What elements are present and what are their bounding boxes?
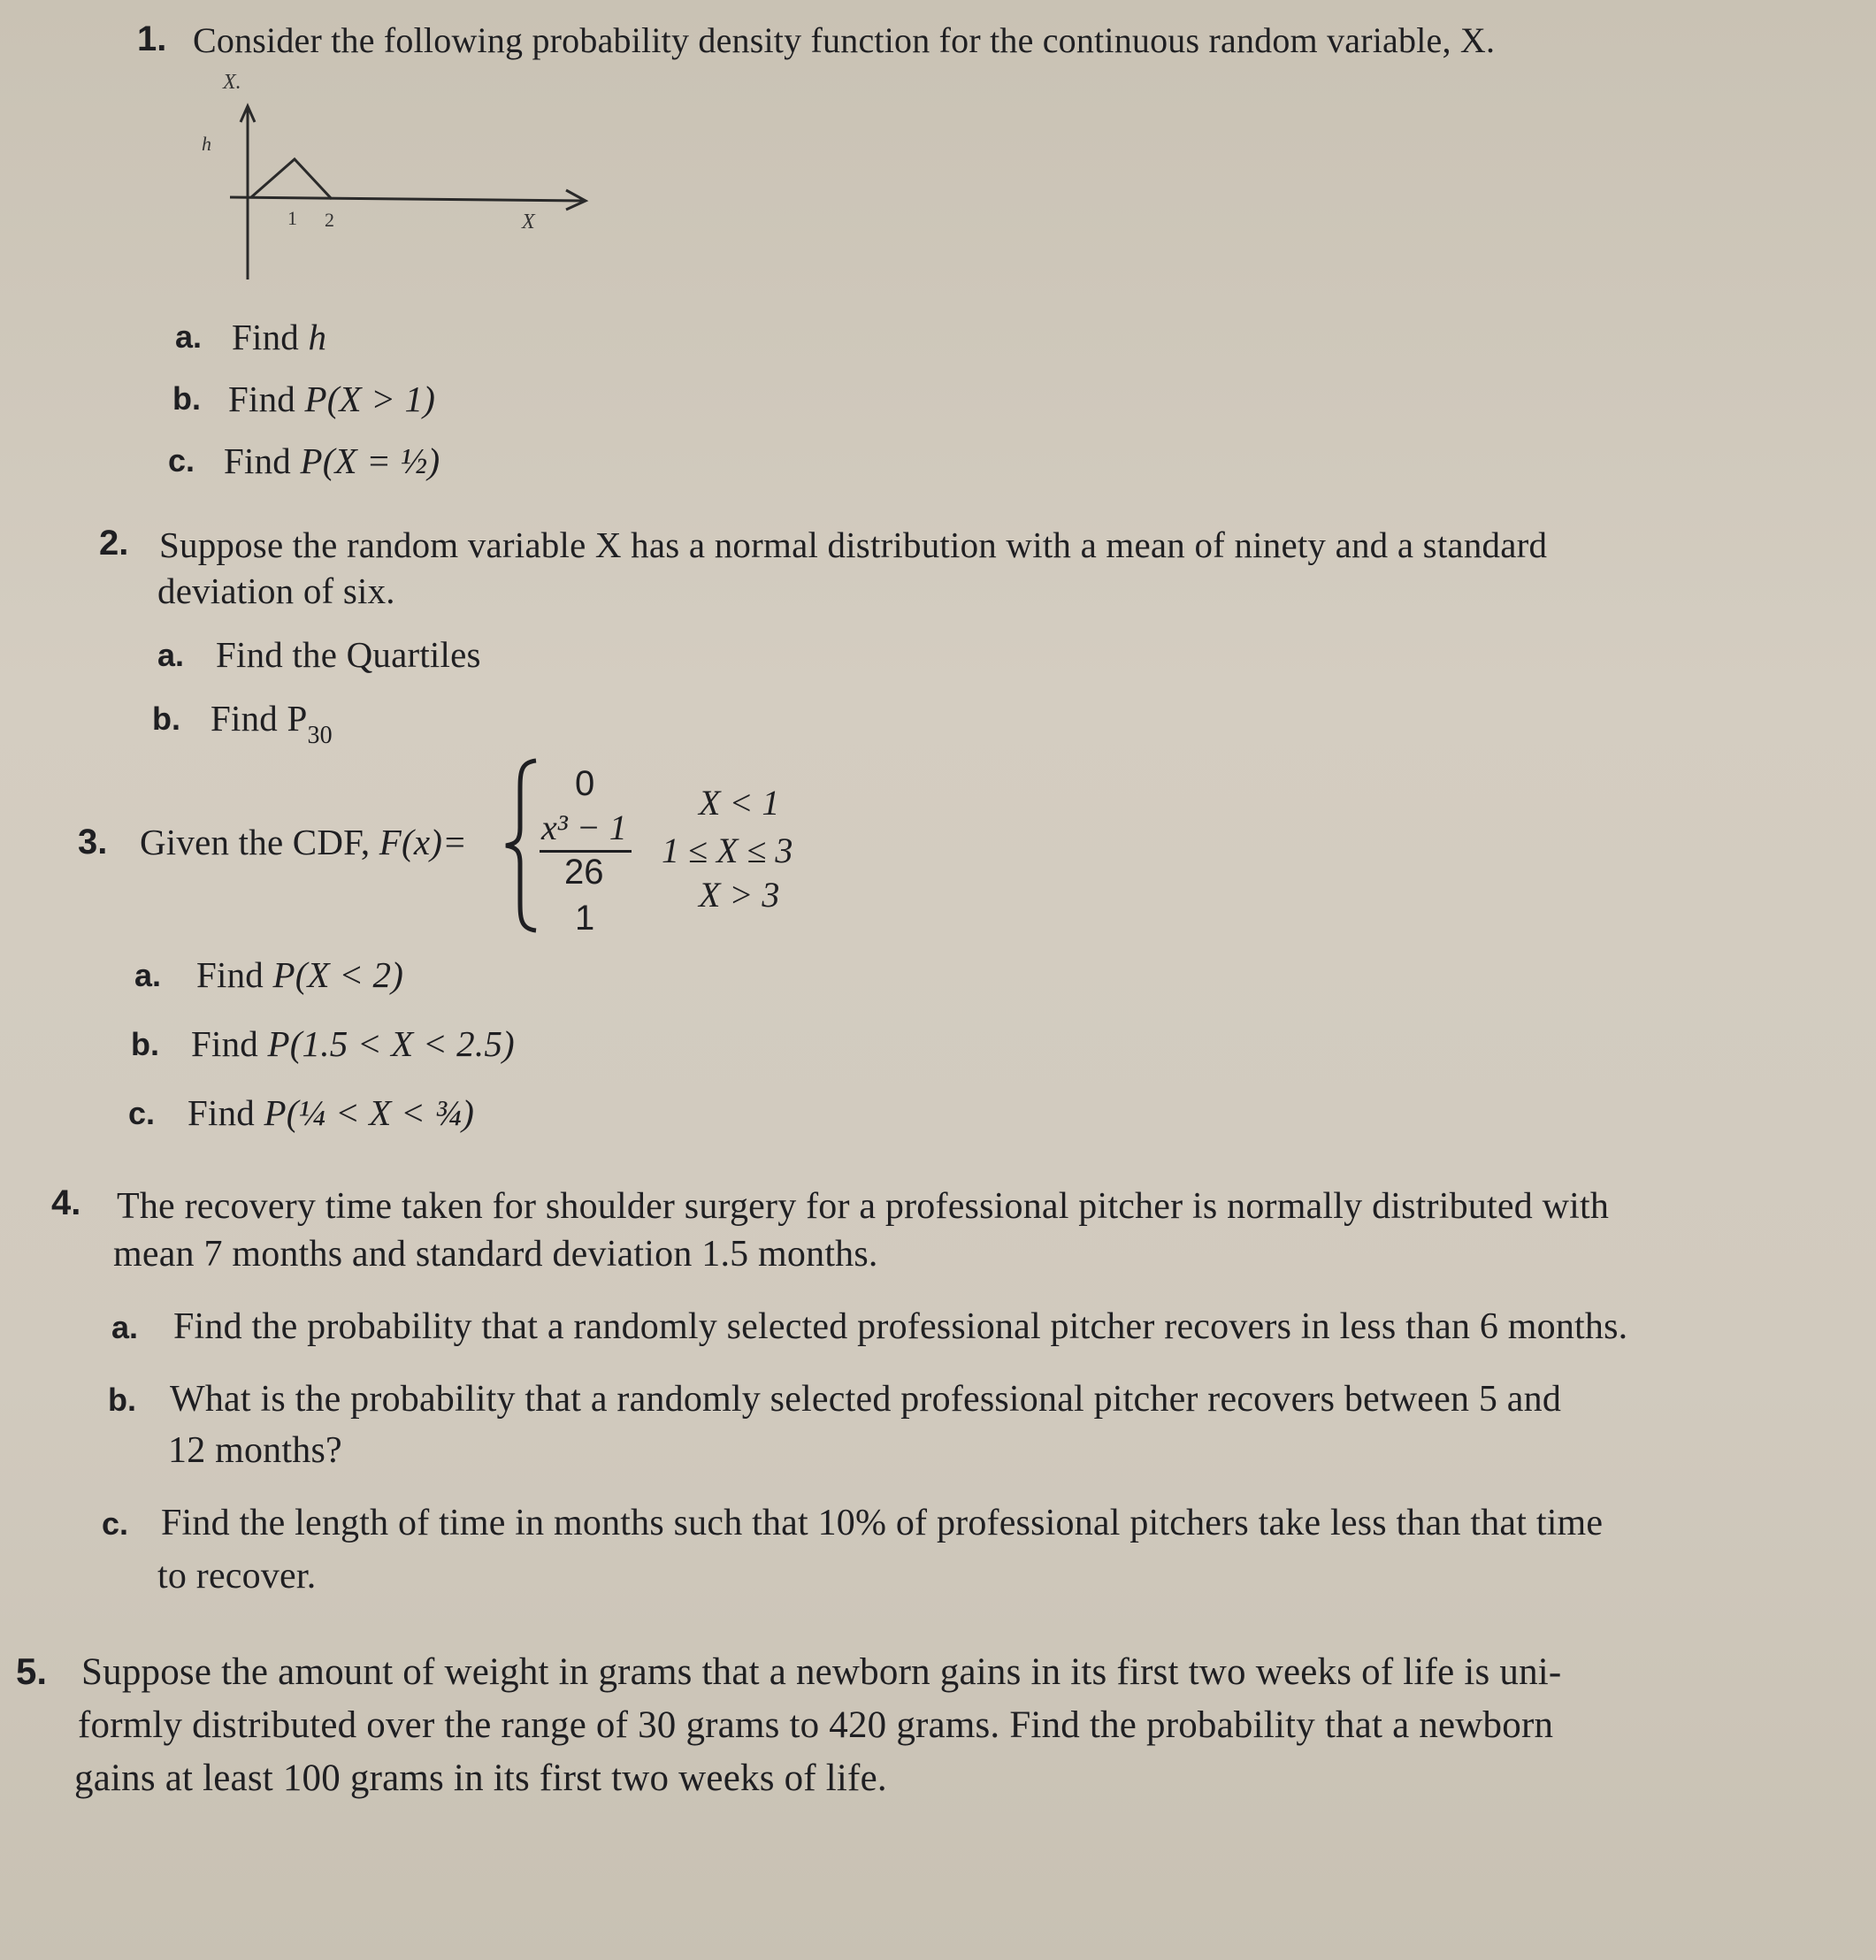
- cdf-case-2-condition: 1 ≤ X ≤ 3: [662, 831, 793, 870]
- problem-4b-line2: 12 months?: [168, 1430, 342, 1471]
- problem-2-line1: Suppose the random variable X has a normal distribution with a mean of ninety and a standard: [159, 524, 1548, 565]
- problem-3b-text: Find P(1.5 < X < 2.5): [191, 1023, 515, 1064]
- cdf-case-3-condition: X > 3: [699, 875, 780, 915]
- problem-1c-text: Find P(X = ½): [224, 440, 440, 481]
- graph-x-axis: [230, 197, 586, 201]
- problem-3c-letter: c.: [128, 1095, 156, 1131]
- problem-4c-letter: c.: [102, 1505, 129, 1542]
- piecewise-brace-icon: [501, 757, 545, 934]
- cdf-case-1-condition: X < 1: [699, 783, 780, 823]
- problem-4b-line1: What is the probability that a randomly selected professional pitcher recovers between 5 and: [170, 1379, 1562, 1420]
- problem-4c-line1: Find the length of time in months such that 10% of professional pitchers take less than that time: [161, 1503, 1604, 1543]
- problem-4-line2: mean 7 months and standard deviation 1.5 months.: [113, 1234, 878, 1275]
- graph-top-label: X.: [223, 71, 241, 94]
- problem-3-text: Given the CDF, F(x)=: [140, 822, 467, 862]
- cdf-case-1-value: 0: [575, 764, 595, 803]
- problem-3a-letter: a.: [134, 957, 162, 993]
- pdf-triangle-graph: [177, 62, 601, 292]
- graph-triangle-density: [251, 159, 332, 199]
- problem-3-number: 3.: [78, 823, 108, 861]
- problem-1-number: 1.: [137, 19, 167, 58]
- graph-tick-1: 1: [287, 207, 297, 229]
- problem-1b-letter: b.: [172, 380, 201, 417]
- problem-5-line2: formly distributed over the range of 30 grams to 420 grams. Find the probability that a newborn: [78, 1704, 1554, 1746]
- problem-4-number: 4.: [51, 1183, 81, 1222]
- problem-1c-letter: c.: [168, 442, 195, 479]
- problem-2a-text: Find the Quartiles: [216, 634, 481, 675]
- problem-1a-text: Find h: [232, 317, 327, 357]
- problem-5-line3: gains at least 100 grams in its first two weeks of life.: [74, 1757, 887, 1799]
- percentile-subscript: 30: [307, 722, 333, 749]
- graph-x-label: X: [522, 211, 535, 234]
- graph-h-label: h: [202, 133, 211, 155]
- problem-1-text: Consider the following probability density function for the continuous random variable, X.: [193, 20, 1496, 60]
- cdf-case-3-value: 1: [575, 899, 595, 938]
- problem-4a-text: Find the probability that a randomly selected professional pitcher recovers in less than 6 months.: [173, 1306, 1628, 1347]
- problem-3c-text: Find P(¼ < X < ¾): [188, 1092, 475, 1133]
- problem-4c-line2: to recover.: [157, 1556, 317, 1596]
- problem-4-line1: The recovery time taken for shoulder surgery for a professional pitcher is normally distributed with: [117, 1186, 1610, 1227]
- problem-2-line2: deviation of six.: [157, 570, 395, 611]
- problem-2b-letter: b.: [152, 701, 180, 737]
- problem-2b-text: Find $P_{30}$: [211, 698, 333, 749]
- problem-1a-letter: a.: [175, 318, 203, 355]
- problem-5-line1: Suppose the amount of weight in grams that a newborn gains in its first two weeks of life is uni-: [81, 1651, 1562, 1693]
- problem-5-number: 5.: [16, 1650, 48, 1692]
- cdf-case-2-denominator: 26: [564, 853, 604, 892]
- problem-2a-letter: a.: [157, 637, 185, 673]
- problem-4b-letter: b.: [108, 1382, 136, 1418]
- problem-4a-letter: a.: [111, 1309, 139, 1345]
- problem-2-number: 2.: [99, 524, 129, 563]
- problem-3a-text: Find P(X < 2): [196, 954, 404, 995]
- cdf-case-2-numerator: x³ − 1: [541, 808, 627, 847]
- graph-tick-2: 2: [325, 209, 334, 231]
- problem-3b-letter: b.: [131, 1026, 159, 1062]
- problem-1b-text: Find P(X > 1): [228, 379, 436, 419]
